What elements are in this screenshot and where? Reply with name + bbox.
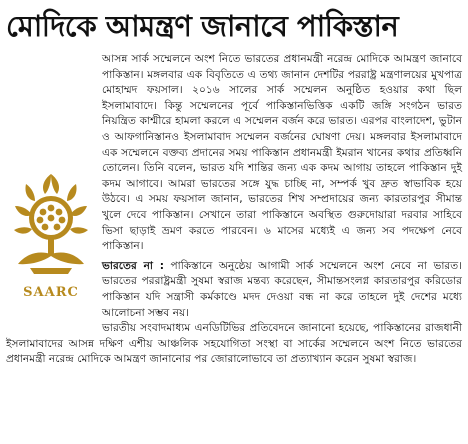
saarc-logo-text: SAARC [23, 285, 79, 300]
paragraph-intro: আসন্ন সার্ক সম্মেলনে অংশ নিতে ভারতের প্রধানমন্ত্রী নরেন্দ্র মোদিকে আমন্ত্রণ জানাবে পাকিস্তান। মঙ্গলবার এক বিবৃতিতে এ তথ্য জানান দেশটির পররাষ্ট্র মন্ত্রণালয়ের মুখপাত্র মোহাম্মদ ফয়সাল। ২০১৬ সালের সার্ক সম্মেলন অনুষ্ঠিত হওয়ার কথা ছিল ইসলামাবাদে। কিন্তু সম্মেলনের পূর্বে পাকিস্তানভিত্তিক একটি জঙ্গি সংগঠন ভারত নিয়ন্ত্রিত কাশ্মীরে হামলা করলে এ সম্মেলন বর্জন করে ভারত। এরপর বাংলাদেশ, ভুটান ও আফগানিস্তানও ইসলামাবাদ সম্মেলন বর্জনের ঘোষণা দেয়। মঙ্গলবার ইসলামাবাদে এক সম্মেলনে বক্তব্য প্রদানের সময় পাকিস্তান প্রধানমন্ত্রী ইমরান খানের কথার প্রতিধ্বনি তোলেন। তিনি বলেন, ভারত যদি শান্তির জন্য এক কদম আগায় তাহলে পাকিস্তান দুই কদম আগাবে। আমরা ভারতের সঙ্গে যুদ্ধ চাচ্ছি না, সম্পর্ক খুব দ্রুত স্বাভাবিক হয়ে উঠবে। এ সময় ফয়সাল জানান, ভারতের শিখ সম্প্রদায়ের জন্য কারতারপুর সীমান্ত খুলে দেবে পাকিস্তান। সেখানে তারা পাকিস্তানে অবস্থিত গুরুদোয়ারা দরবার সাহিবে ভিসা ছাড়াই ভ্রমণ করতে পারবেন। ৬ মাসের মধ্যেই এ জন্য সব পদক্ষেপ নেবে পাকিস্তান। [102, 53, 462, 253]
paragraph-india-text: পাকিস্তানে অনুষ্ঠেয় আগামী সার্ক সম্মেলনে অংশ নেবে না ভারত। ভারতের পররাষ্ট্রমন্ত্রী সুষমা স্বরাজ মন্তব্য করেছেন, সীমান্তসংলগ্ন কারতারপুর করিডোর পাকিস্তান যদি সন্ত্রাসী কর্মকাণ্ডে মদদ দেওয়া বন্ধ না করে তাহলে দুই দেশের মধ্যে আলোচনা সম্ভব নয়। [102, 259, 462, 319]
saarc-logo [6, 168, 96, 324]
paragraph-ndtv-report: ভারতীয় সংবাদমাধ্যম এনডিটিভির প্রতিবেদনে জানানো হয়েছে, পাকিস্তানের রাজধানী ইসলামাবাদের আসন্ন দক্ষিণ এশীয় আঞ্চলিক সহযোগিতা সংস্থা বা সার্কের সম্মেলনে অংশ নিতে ভারতের প্রধানমন্ত্রী নরেন্দ্র মোদিকে আমন্ত্রণ জানানোর পর জোরালোভাবে তা প্রত্যাখ্যান করেন সুষমা স্বরাজ। [6, 322, 462, 366]
paragraph-lead-label: ভারতের না : [102, 259, 164, 272]
article-body [6, 52, 462, 368]
headline: মোদিকে আমন্ত্রণ জানাবে পাকিস্তান [6, 9, 399, 43]
saarc-emblem-icon [10, 170, 92, 282]
